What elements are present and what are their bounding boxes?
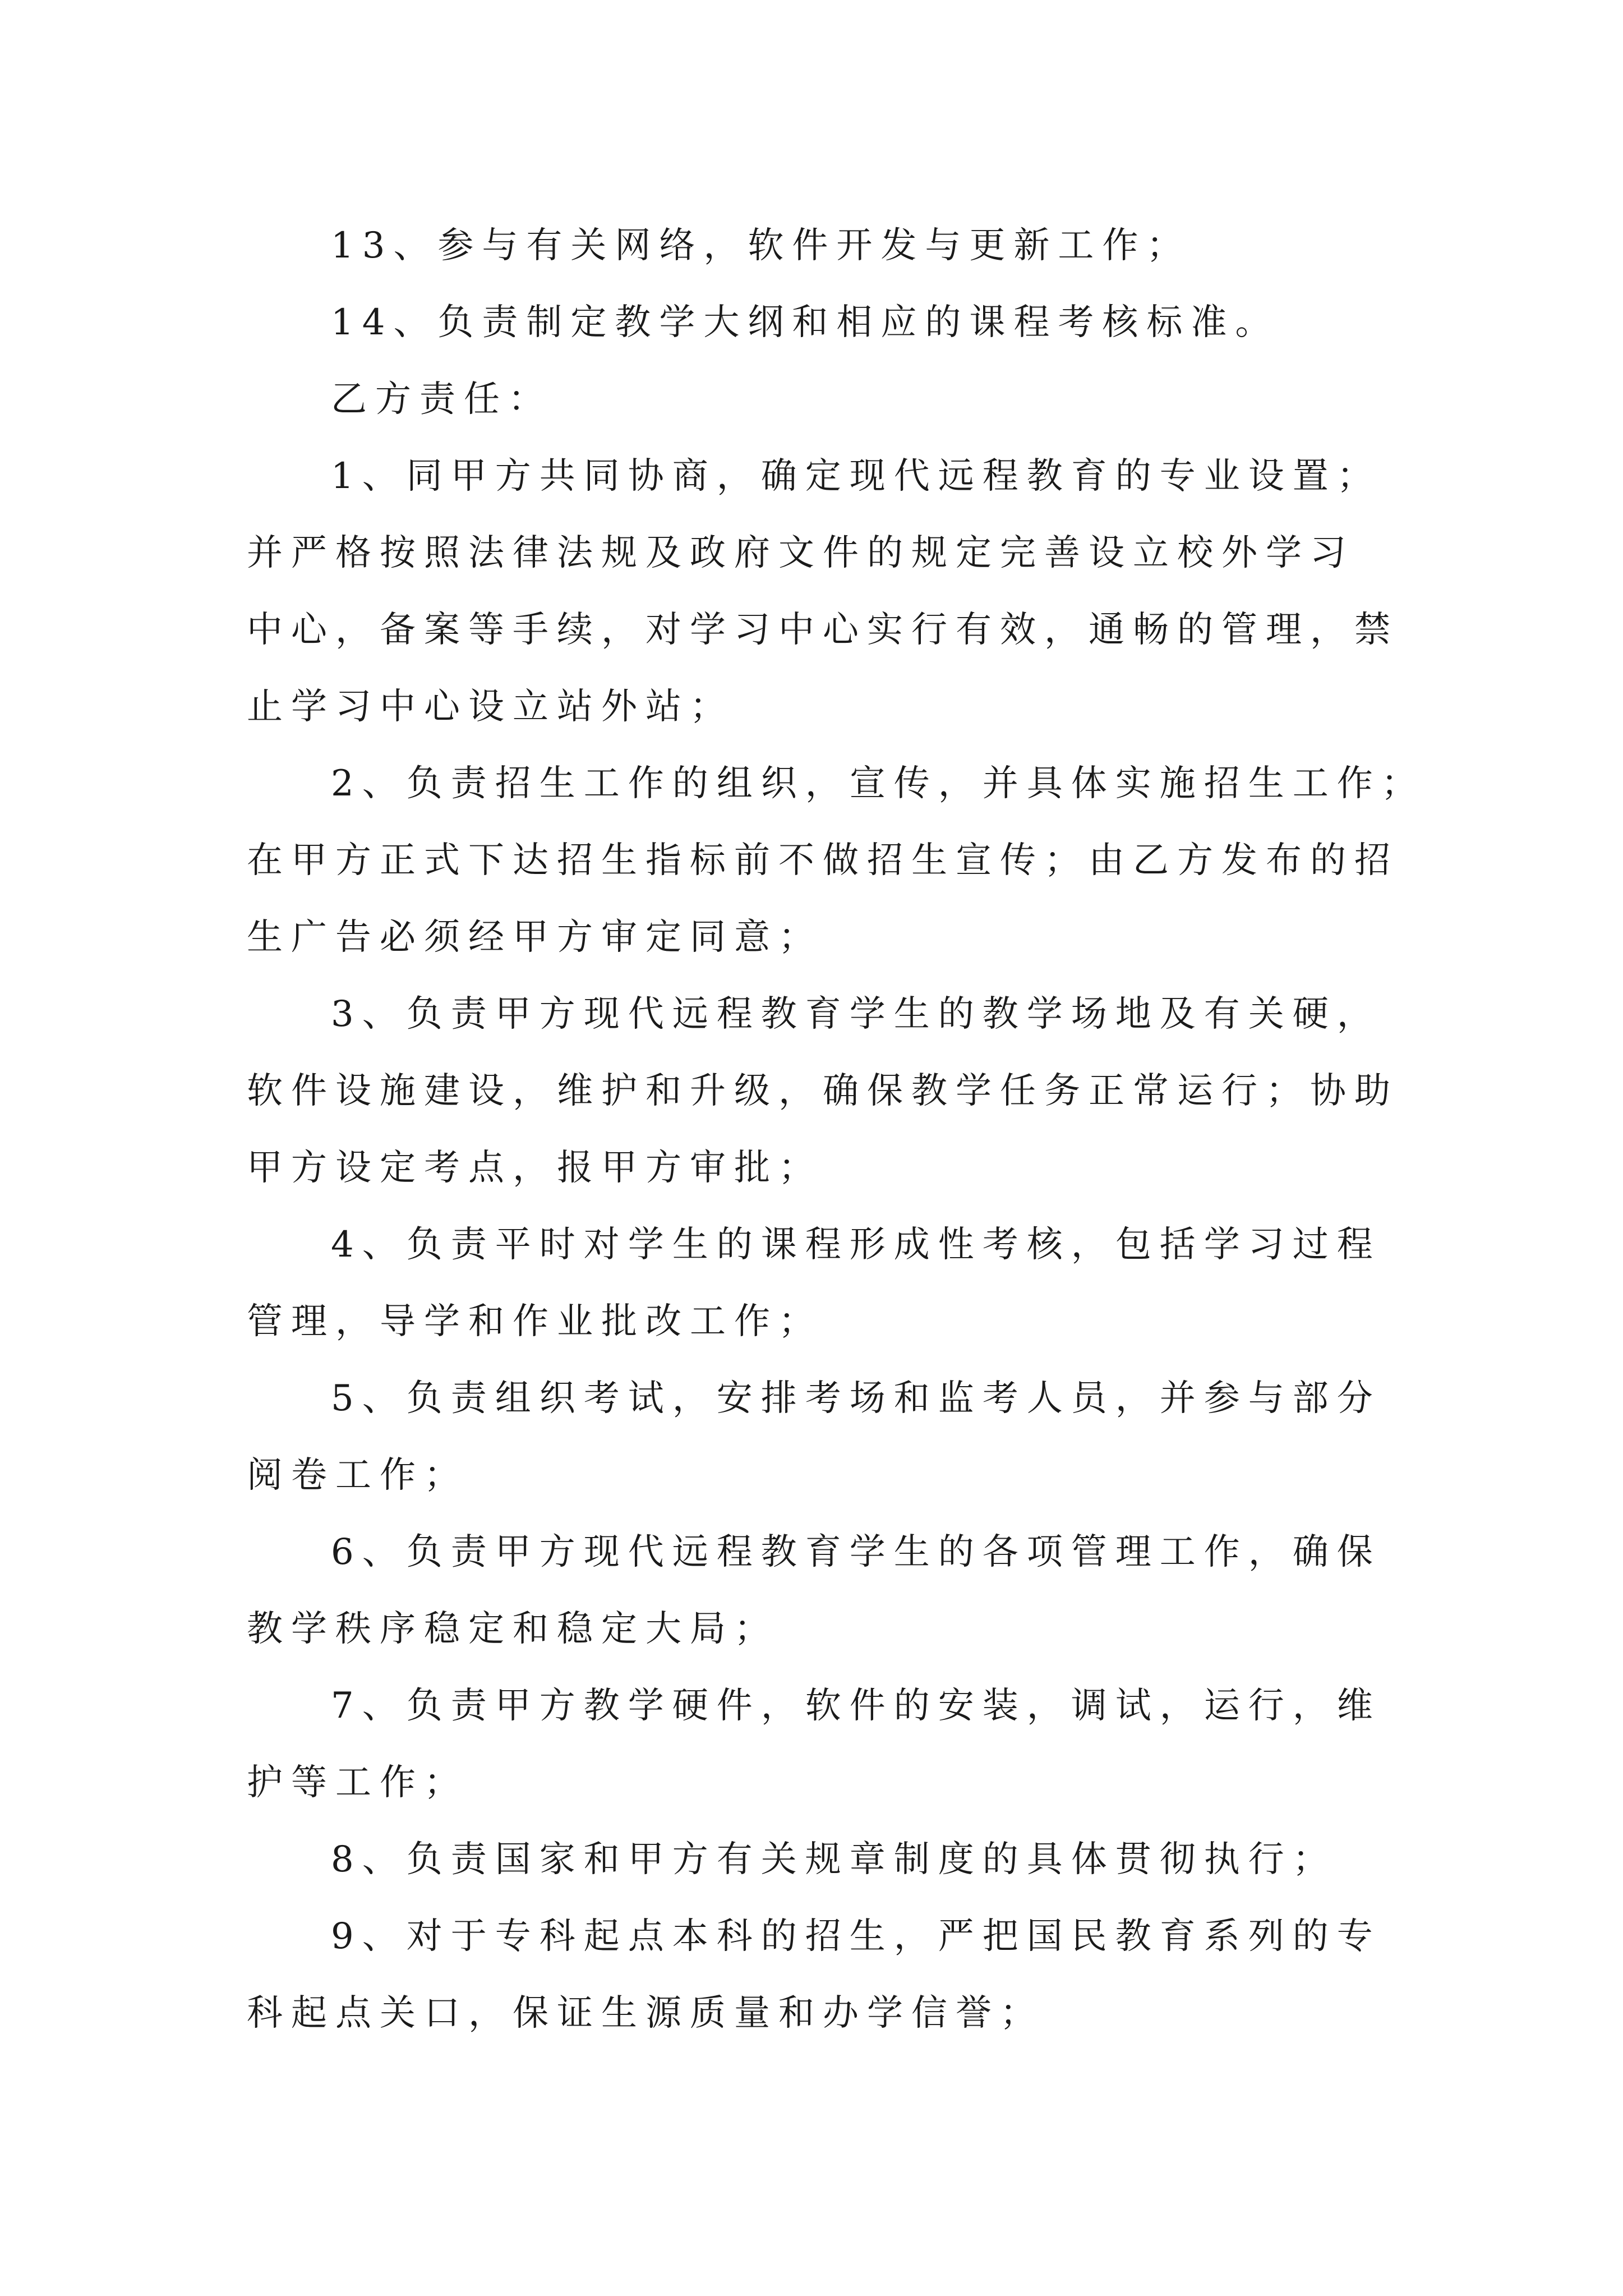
text-line: 5、负责组织考试，安排考场和监考人员，并参与部分 <box>331 1378 1381 1419</box>
text-line: 教学秩序稳定和稳定大局； <box>247 1608 778 1650</box>
clause-b-6 <box>247 1514 1396 1668</box>
text-line: 7、负责甲方教学硬件，软件的安装，调试，运行，维 <box>331 1685 1381 1727</box>
clause-b-4 <box>247 1207 1396 1360</box>
text-line: 止学习中心设立站外站； <box>247 686 734 728</box>
text-line: 管理，导学和作业批改工作； <box>247 1301 823 1342</box>
text-line: 3、负责甲方现代远程教育学生的教学场地及有关硬， <box>331 993 1381 1035</box>
text-line: 14、负责制定教学大纲和相应的课程考核标准。 <box>331 302 1280 343</box>
text-line: 9、对于专科起点本科的招生，严把国民教育系列的专 <box>331 1916 1381 1957</box>
clause-b-1 <box>247 438 1399 746</box>
text-line: 护等工作； <box>247 1762 468 1803</box>
text-line: 甲方设定考点，报甲方审批； <box>247 1147 823 1189</box>
clause-b-8 <box>247 1821 1396 1898</box>
clause-b-7 <box>247 1668 1396 1821</box>
clause-14 <box>247 284 1396 361</box>
text-line: 13、参与有关网络，软件开发与更新工作； <box>331 225 1191 266</box>
section-heading-party-b-responsibilities <box>247 361 1396 438</box>
document-body <box>247 208 1426 2052</box>
section-heading: 乙方责任： <box>331 379 552 420</box>
text-line: 阅卷工作； <box>247 1455 468 1496</box>
text-line: 8、负责国家和甲方有关规章制度的具体贯彻执行； <box>331 1839 1337 1880</box>
clause-b-9 <box>247 1898 1396 2052</box>
clause-13 <box>247 208 1396 284</box>
text-line: 2、负责招生工作的组织，宣传，并具体实施招生工作； <box>331 763 1426 804</box>
clause-b-2 <box>247 746 1426 976</box>
text-line: 1、同甲方共同协商，确定现代远程教育的专业设置； <box>331 455 1381 497</box>
text-line: 生广告必须经甲方审定同意； <box>247 917 823 958</box>
clause-b-3 <box>247 976 1399 1207</box>
text-line: 科起点关口，保证生源质量和办学信誉； <box>247 1993 1044 2034</box>
text-line: 4、负责平时对学生的课程形成性考核，包括学习过程 <box>331 1224 1381 1266</box>
text-line: 软件设施建设，维护和升级，确保教学任务正常运行；协助 <box>247 1070 1399 1112</box>
text-line: 在甲方正式下达招生指标前不做招生宣传；由乙方发布的招 <box>247 840 1399 881</box>
text-line: 6、负责甲方现代远程教育学生的各项管理工作，确保 <box>331 1531 1381 1573</box>
clause-b-5 <box>247 1360 1396 1514</box>
text-line: 并严格按照法律法规及政府文件的规定完善设立校外学习 <box>247 532 1354 574</box>
text-line: 中心，备案等手续，对学习中心实行有效，通畅的管理，禁 <box>247 609 1399 651</box>
